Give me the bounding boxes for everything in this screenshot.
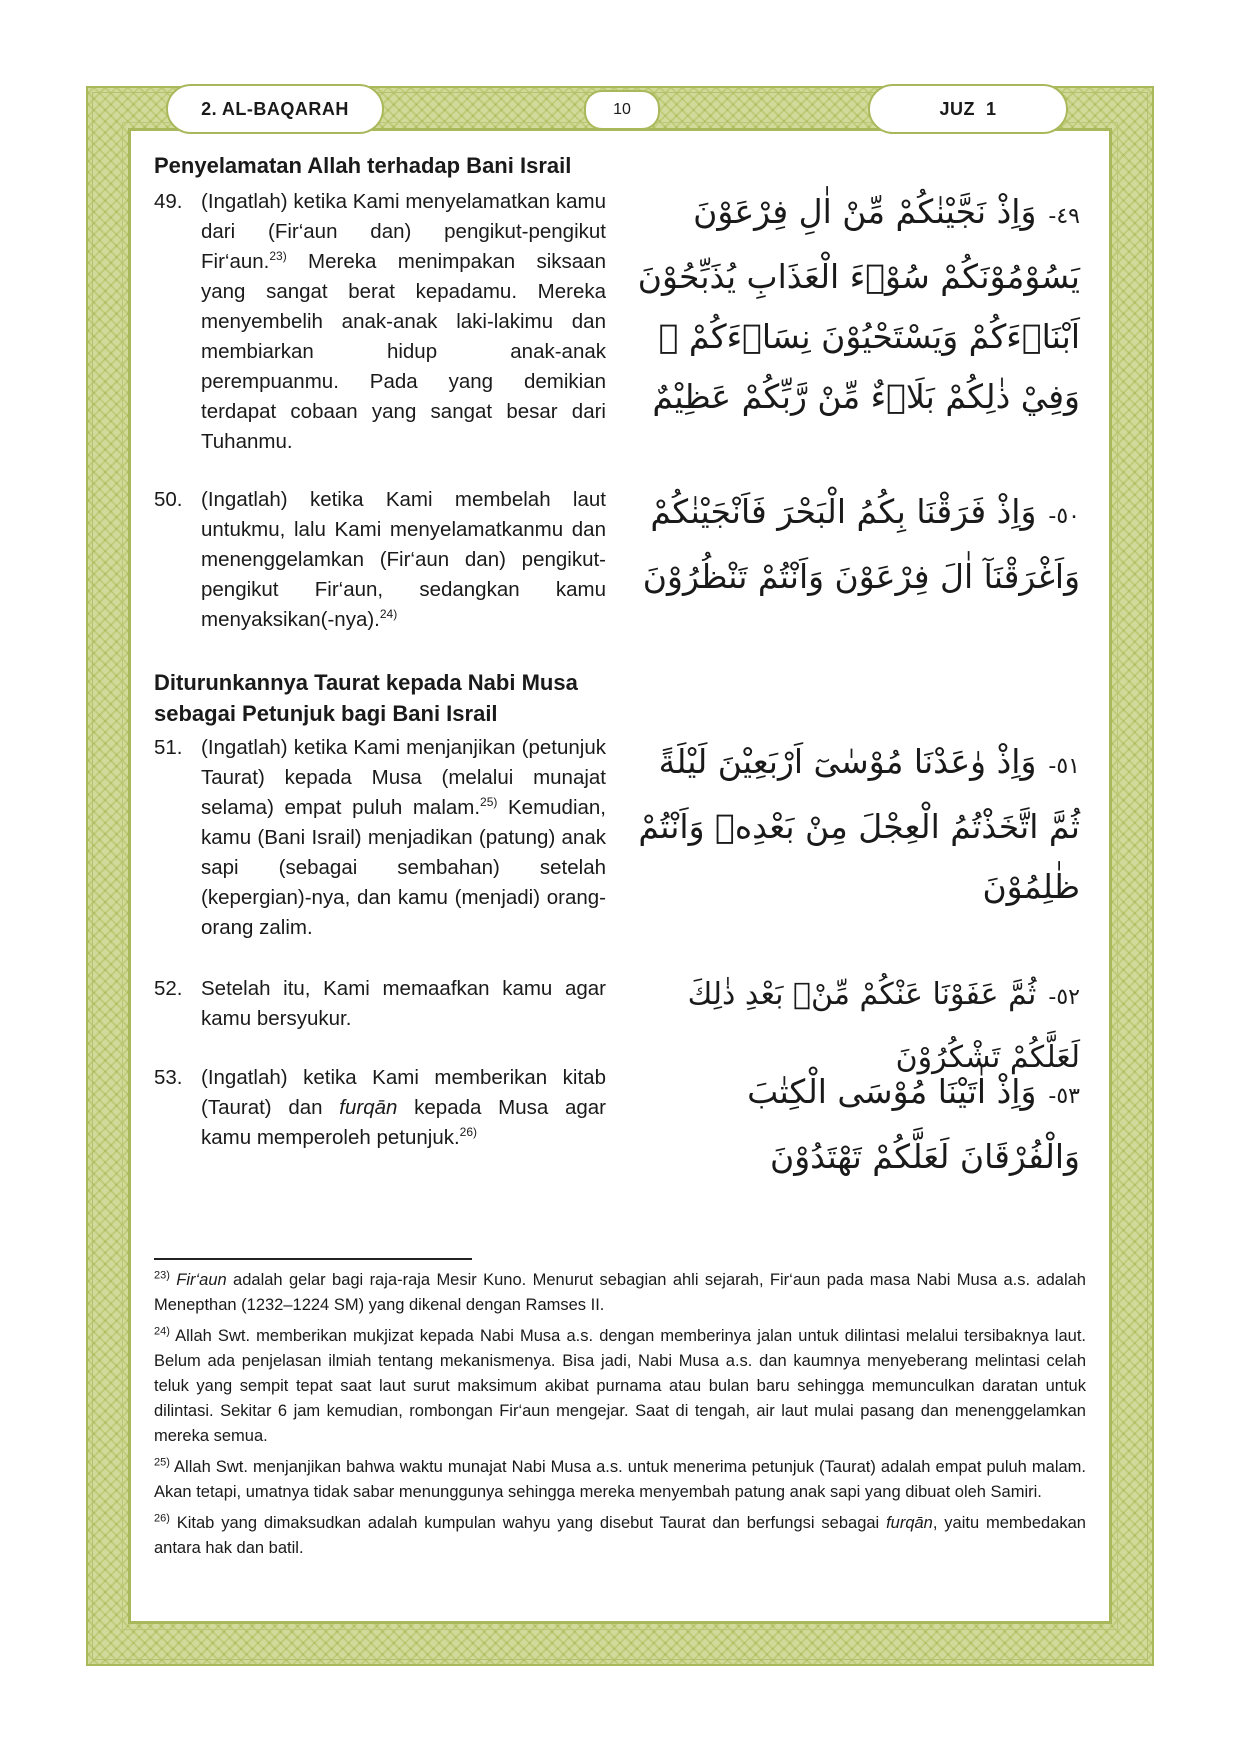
verse-number: 49. — [154, 190, 183, 213]
arabic-verse-number: ٥٢- — [1048, 985, 1080, 1010]
verse-51-arabic — [628, 732, 1080, 917]
verse-number: 50. — [154, 488, 183, 511]
footnote-marker: 26) — [154, 1512, 170, 1525]
arabic-text: وَاِذْ وٰعَدْنَا مُوْسٰىٓ اَرْبَعِيْنَ لَيْلَةً ثُمَّ اتَّخَذْتُمُ الْعِجْلَ مِنْ بَعْدِهٖ وَاَنْتُمْ ظٰلِمُوْنَ — [638, 742, 1080, 906]
verse-text: (Ingatlah) ketika Kami menyelamatkan kamu dari (Fir‘aun dan) pengikut-pengikut Fir‘aun. — [201, 190, 606, 273]
footnote-text: Allah Swt. memberikan mukjizat kepada Nabi Musa a.s. dengan memberinya jalan untuk dilintasi melalui tersibaknya laut. Belum ada penjelasan ilmiah tentang mekanismenya. Bisa jadi, Nabi Musa a.s. dan kaumnya menyeberang melintasi celah teluk yang sempit tepat saat laut surut maksimum akibat purnama atau bulan baru sehingga memunculkan daratan untuk dilintasi. Sekitar 6 jam kemudian, rombongan Fir‘aun mengejar. Saat di tengah, air laut mulai pasang dan menenggelamkan mereka semua. — [154, 1327, 1086, 1445]
arabic-verse-number: ٤٩- — [1048, 204, 1080, 229]
arabic-verse-number: ٥٠- — [1048, 504, 1080, 529]
footnote-text: Kitab yang dimaksudkan adalah kumpulan wahyu yang disebut Taurat dan berfungsi sebagai — [169, 1514, 887, 1532]
footnote-text: , yaitu membedakan antara hak dan batil. — [154, 1514, 1086, 1557]
juz-label: JUZ 1 — [868, 84, 1068, 134]
section-heading — [154, 667, 578, 729]
arabic-text: ثُمَّ عَفَوْنَا عَنْكُمْ مِّنْۢ بَعْدِ ذٰلِكَ لَعَلَّكُمْ تَشْكُرُوْنَ — [687, 977, 1080, 1075]
verse-text: (Ingatlah) ketika Kami memberikan kitab (Taurat) dan — [201, 1066, 606, 1119]
verse-number: 52. — [154, 977, 183, 1000]
verse-text: (Ingatlah) ketika Kami membelah laut untukmu, lalu Kami menyelamatkanmu dan menenggelamkan (Fir‘aun dan) pengikut-pengikut Fir‘aun, sedangkan kamu menyaksikan(-nya). — [201, 488, 606, 631]
verse-52-translation — [154, 974, 606, 1034]
verse-text: kepada Musa agar kamu memperoleh petunjuk. — [201, 1096, 606, 1149]
footnote-marker: 24) — [154, 1325, 170, 1338]
verse-50-translation — [154, 485, 606, 635]
footnote-ref[interactable]: 23) — [269, 249, 287, 264]
heading-line: Diturunkannya Taurat kepada Nabi Musa — [154, 670, 578, 695]
arabic-verse-number: ٥٣- — [1048, 1084, 1080, 1109]
footnote-divider — [154, 1258, 472, 1260]
section-heading: Penyelamatan Allah terhadap Bani Israil — [154, 153, 572, 178]
surah-title: 2. AL-BAQARAH — [166, 84, 384, 134]
verse-text: Setelah itu, Kami memaafkan kamu agar kamu bersyukur. — [201, 977, 606, 1030]
footnote-text: Allah Swt. menjanjikan bahwa waktu munajat Nabi Musa a.s. untuk menerima petunjuk (Taurat) adalah empat puluh malam. Akan tetapi, umatnya tidak sabar menunggunya sehingga mereka menyembah patung anak sapi yang dibuat oleh Samiri. — [154, 1458, 1086, 1501]
footnote-marker: 23) — [154, 1269, 170, 1282]
heading-line: sebagai Petunjuk bagi Bani Israil — [154, 701, 498, 726]
verse-text: Mereka menimpakan siksaan yang sangat berat kepadamu. Mereka menyembelih anak-anak laki-lakimu dan membiarkan hidup anak-anak perempuanmu. Pada yang demikian terdapat cobaan yang sangat besar dari Tuhanmu. — [201, 250, 606, 453]
arabic-text: وَاِذْ نَجَّيْنٰكُمْ مِّنْ اٰلِ فِرْعَوْنَ يَسُوْمُوْنَكُمْ سُوْۤءَ الْعَذَابِ يُذَبِّحُوْنَ اَبْنَاۤءَكُمْ وَيَسْتَحْيُوْنَ نِسَاۤءَكُمْ ۗ وَفِيْ ذٰلِكُمْ بَلَاۤءٌ مِّنْ رَّبِّكُمْ عَظِيْمٌ — [637, 192, 1080, 416]
arabic-text: وَاِذْ فَرَقْنَا بِكُمُ الْبَحْرَ فَاَنْجَيْنٰكُمْ وَاَغْرَقْنَآ اٰلَ فِرْعَوْنَ وَاَنْتُمْ تَنْظُرُوْنَ — [642, 492, 1080, 596]
verse-53-translation — [154, 1063, 606, 1153]
arabic-verse-number: ٥١- — [1048, 754, 1080, 779]
footnote-26 — [154, 1511, 1086, 1561]
verse-51-translation — [154, 733, 606, 943]
footnote-ref[interactable]: 24) — [379, 607, 398, 622]
verse-number: 53. — [154, 1066, 183, 1089]
footnote-ref[interactable]: 26) — [459, 1125, 478, 1140]
footnote-24 — [154, 1324, 1086, 1449]
italic-term: furqān — [339, 1096, 398, 1119]
verse-50-arabic — [628, 482, 1080, 607]
page-number: 10 — [584, 90, 660, 130]
verse-text: Kemudian, kamu (Bani Israil) menjadikan (patung) anak sapi (sebagai sembahan) setelah (kepergian)-nya, dan kamu (menjadi) orang-orang zalim. — [201, 796, 606, 939]
verse-49-translation — [154, 187, 606, 457]
verse-53-arabic — [628, 1062, 1080, 1187]
arabic-text: وَاِذْ اٰتَيْنَا مُوْسَى الْكِتٰبَ وَالْفُرْقَانَ لَعَلَّكُمْ تَهْتَدُوْنَ — [747, 1072, 1080, 1176]
italic-term: furqān — [886, 1514, 933, 1532]
verse-text: (Ingatlah) ketika Kami menjanjikan (petunjuk Taurat) kepada Musa (melalui munajat selama) empat puluh malam. — [201, 736, 606, 819]
footnote-25 — [154, 1455, 1086, 1505]
italic-term: Fir‘aun — [176, 1271, 227, 1289]
footnotes — [154, 1268, 1086, 1567]
verse-number: 51. — [154, 736, 183, 759]
footnote-ref[interactable]: 25) — [480, 795, 498, 810]
verse-49-arabic — [628, 182, 1080, 427]
footnote-marker: 25) — [154, 1456, 170, 1469]
footnote-23 — [154, 1268, 1086, 1318]
footnote-text: adalah gelar bagi raja-raja Mesir Kuno. Menurut sebagian ahli sejarah, Fir‘aun pada masa Nabi Musa a.s. adalah Menepthan (1232–1224 SM) yang dikenal dengan Ramses II. — [154, 1271, 1086, 1314]
